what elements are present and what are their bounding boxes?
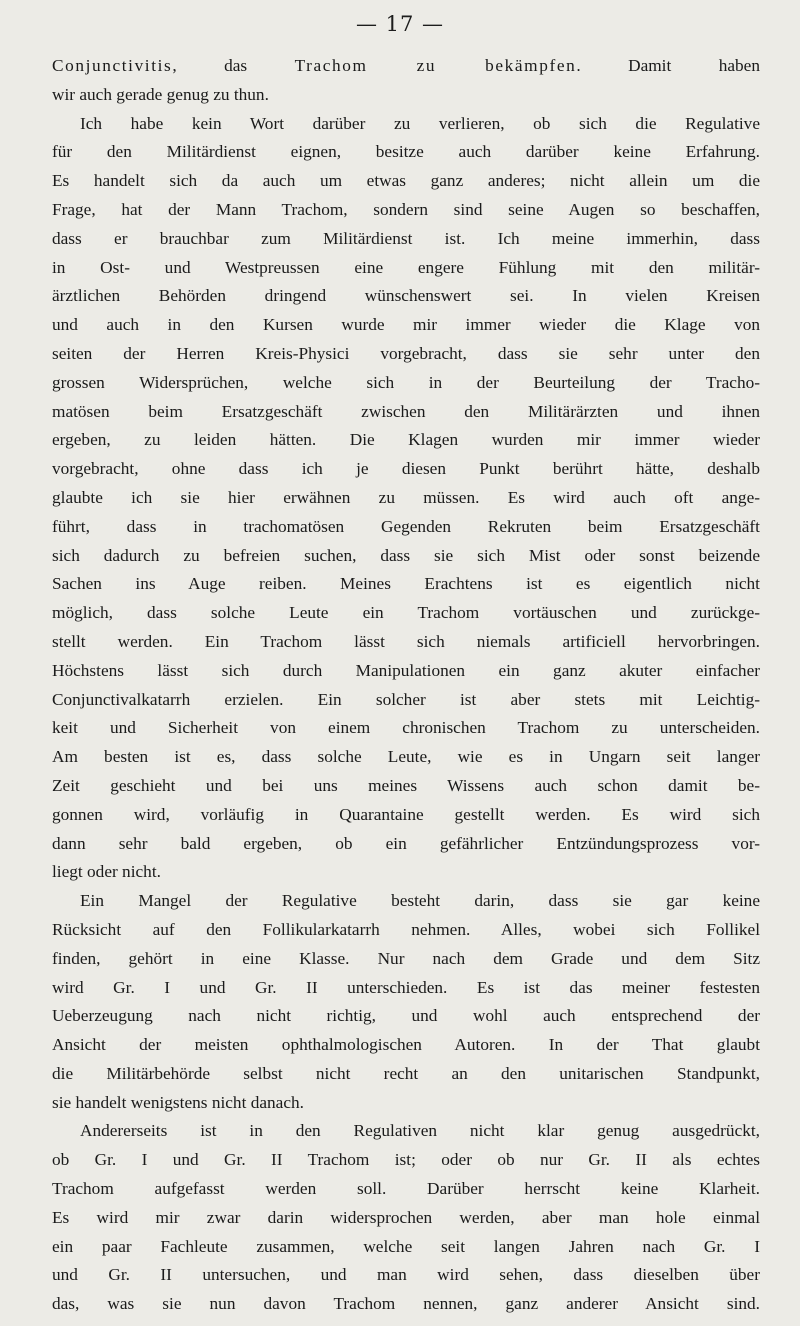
text-line: die Militärbehörde selbst nicht recht an den unitarischen Standpunkt, — [52, 1063, 760, 1083]
text-line: Rücksicht auf den Follikularkatarrh nehmen. Alles, wobei sich Follikel — [52, 919, 760, 939]
text-line: grossen Widersprüchen, welche sich in der Beurteilung der Tracho- — [52, 372, 760, 392]
text-line: und Gr. II untersuchen, und man wird sehen, dass dieselben über — [52, 1265, 760, 1285]
text-segment: Conjunctivitis — [52, 56, 173, 75]
text-line: ob Gr. I und Gr. II Trachom ist; oder ob nur Gr. II als echtes — [52, 1150, 760, 1170]
text-line: ein paar Fachleute zusammen, welche seit langen Jahren nach Gr. I — [52, 1236, 760, 1256]
text-line: gonnen wird, vorläufig in Quarantaine gestellt werden. Es wird sich — [52, 804, 760, 824]
text-line: möglich, dass solche Leute ein Trachom vortäuschen und zurückge- — [52, 603, 760, 623]
text-line: Ein Mangel der Regulative besteht darin, dass sie gar keine — [80, 891, 760, 911]
text-line: Es handelt sich da auch um etwas ganz anderes; nicht allein um die — [52, 171, 760, 191]
text-line: seiten der Herren Kreis-Physici vorgebracht, dass sie sehr unter den — [52, 343, 760, 363]
text-line: dass er brauchbar zum Militärdienst ist. Ich meine immerhin, dass — [52, 228, 760, 248]
text-line: und auch in den Kursen wurde mir immer wieder die Klage von — [52, 315, 760, 335]
text-line: ärztlichen Behörden dringend wünschenswert sei. In vielen Kreisen — [52, 286, 760, 306]
text-line: Ich habe kein Wort darüber zu verlieren, ob sich die Regulative — [80, 113, 760, 133]
text-line: Am besten ist es, dass solche Leute, wie es in Ungarn seit langer — [52, 747, 760, 767]
text-line: glaubte ich sie hier erwähnen zu müssen. Es wird auch oft ange- — [52, 487, 760, 507]
text-line: Frage, hat der Mann Trachom, sondern sind seine Augen so beschaffen, — [52, 199, 760, 219]
text-line: Trachom aufgefasst werden soll. Darüber herrscht keine Klarheit. — [52, 1179, 760, 1199]
text-line: dann sehr bald ergeben, ob ein gefährlicher Entzündungsprozess vor- — [52, 833, 760, 853]
text-line: keit und Sicherheit von einem chronischen Trachom zu unterscheiden. — [52, 718, 760, 738]
text-line: führt, dass in trachomatösen Gegenden Rekruten beim Ersatzgeschäft — [52, 516, 760, 536]
text-line: wird Gr. I und Gr. II unterschieden. Es ist das meiner festesten — [52, 977, 760, 997]
text-line: Zeit geschieht und bei uns meines Wissens auch schon damit be- — [52, 775, 760, 795]
text-line: Ansicht der meisten ophthalmologischen Autoren. In der That glaubt — [52, 1035, 760, 1055]
text-line: Conjunctivalkatarrh erzielen. Ein solcher ist aber stets mit Leichtig- — [52, 689, 760, 709]
text-line: in Ost- und Westpreussen eine engere Fühlung mit den militär- — [52, 257, 760, 277]
text-line: Es wird mir zwar darin widersprochen werden, aber man hole einmal — [52, 1207, 760, 1227]
text-line: Andererseits ist in den Regulativen nicht klar genug ausgedrückt, — [80, 1121, 760, 1141]
text-line: vorgebracht, ohne dass ich je diesen Punkt berührt hätte, deshalb — [52, 459, 760, 479]
body-text — [52, 52, 760, 1319]
text-line: Sachen ins Auge reiben. Meines Erachtens ist es eigentlich nicht — [52, 574, 760, 594]
text-segment: Trachom zu bekämpfen — [294, 56, 577, 75]
text-line: Ueberzeugung nach nicht richtig, und wohl auch entsprechend der — [52, 1006, 760, 1026]
text-line — [52, 52, 760, 81]
text-line: das, was sie nun davon Trachom nennen, ganz anderer Ansicht sind. — [52, 1294, 760, 1314]
text-line: für den Militärdienst eignen, besitze auch darüber keine Erfahrung. — [52, 142, 760, 162]
text-line: sie handelt wenigstens nicht danach. — [52, 1092, 304, 1112]
page-number: — 17 — — [355, 12, 445, 36]
text-line: Höchstens lässt sich durch Manipulationen ein ganz akuter einfacher — [52, 660, 760, 680]
text-line: matösen beim Ersatzgeschäft zwischen den Militärärzten und ihnen — [52, 401, 760, 421]
text-segment: , das — [172, 56, 295, 75]
text-line: sich dadurch zu befreien suchen, dass sie sich Mist oder sonst beizende — [52, 545, 760, 565]
text-segment: . Damit haben — [576, 56, 760, 75]
text-line: finden, gehört in eine Klasse. Nur nach dem Grade und dem Sitz — [52, 948, 760, 968]
text-line: ergeben, zu leiden hätten. Die Klagen wurden mir immer wieder — [52, 430, 760, 450]
text-line: stellt werden. Ein Trachom lässt sich niemals artificiell hervorbringen. — [52, 631, 760, 651]
text-line: wir auch gerade genug zu thun. — [52, 84, 269, 104]
text-line: liegt oder nicht. — [52, 862, 161, 882]
